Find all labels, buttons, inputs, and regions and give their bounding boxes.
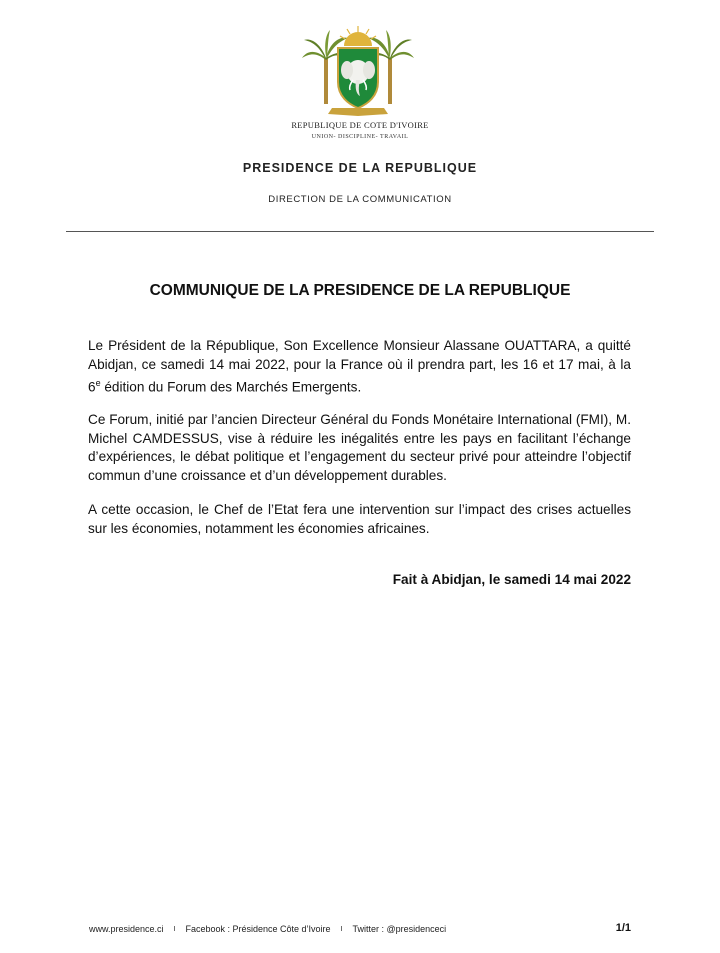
institution-heading: PRESIDENCE DE LA REPUBLIQUE xyxy=(242,161,478,175)
footer xyxy=(89,924,446,934)
footer-separator: I xyxy=(173,926,176,933)
coat-of-arms-emblem xyxy=(302,24,414,120)
paragraph-2: Ce Forum, initié par l’ancien Directeur Général du Fonds Monétaire International (FMI), M. Michel CAMDESSUS, vise à réduire les inégalités entre les pays en facilitant l’échange d’expériences, le débat politique et l’engagement du secteur privé pour atteindre l’objectif commun d’une croissance et d’un développement durables. xyxy=(88,412,631,483)
republic-name: REPUBLIQUE DE COTE D'IVOIRE xyxy=(291,120,429,130)
national-motto: UNION- DISCIPLINE- TRAVAIL xyxy=(311,134,409,140)
paragraph-1 xyxy=(88,337,631,397)
motto-ribbon xyxy=(328,108,388,116)
rising-sun-icon xyxy=(340,26,376,46)
footer-facebook: Facebook : Présidence Côte d’Ivoire xyxy=(185,924,331,934)
paragraph-3: A cette occasion, le Chef de l’Etat fera une intervention sur l’impact des crises actuelles sur les économies, notamment les économies africaines. xyxy=(88,502,631,536)
document-title: COMMUNIQUE DE LA PRESIDENCE DE LA REPUBLIQUE xyxy=(149,282,571,299)
signoff-place-date: Fait à Abidjan, le samedi 14 mai 2022 xyxy=(392,572,631,587)
department-heading: DIRECTION DE LA COMMUNICATION xyxy=(268,194,452,205)
paragraph-1-text: Le Président de la République, Son Excellence Monsieur Alassane OUATTARA, a quitté Abidjan, ce samedi 14 mai 2022, pour la France où il prendra part, les 16 et 17 mai, à la 6 xyxy=(88,338,631,395)
paragraph-1-text-end: édition du Forum des Marchés Emergents. xyxy=(100,379,362,395)
footer-separator: I xyxy=(340,926,343,933)
header-divider xyxy=(66,231,654,232)
footer-website: www.presidence.ci xyxy=(89,924,164,934)
footer-twitter: Twitter : @presidenceci xyxy=(352,924,447,934)
ordinal-superscript: e xyxy=(95,378,101,389)
page-number: 1/1 xyxy=(615,922,631,934)
